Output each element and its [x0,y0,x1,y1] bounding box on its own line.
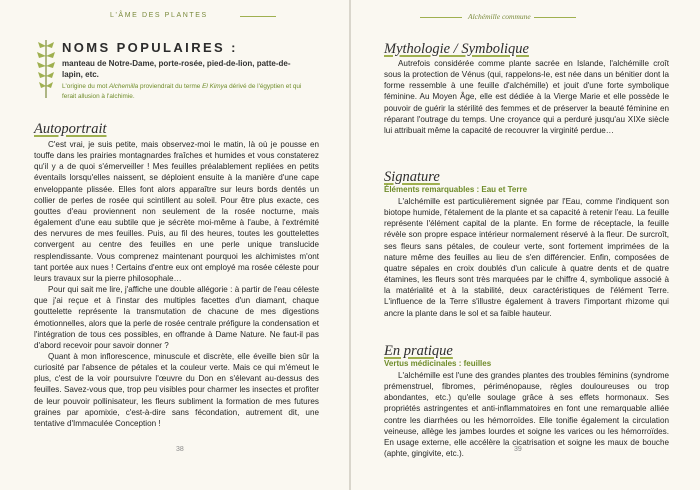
pratique-title: En pratique [384,343,453,359]
popular-names-list: manteau de Notre-Dame, porte-rosée, pied-de-lion, patte-de-lapin, etc. [62,59,291,79]
paragraph: C'est vrai, je suis petite, mais observez-moi le matin, là où je pousse en touffe dans les prairies montagnardes fraîches et humides et vous constaterez qu'il y a de quoi s'émerveiller ! Mes feuilles préalablement repliées en petits éventails lorsqu'elles naissent, se déploient ensuite à la manière d'une cape enveloppante plissée. Elles font alors apparaître sur leurs bords dentés un collier de perles de rosée qui scintillent au soleil. Pour être plus exacte, ces gouttes d'eau proviennent non seulement de la rosée nocturne, mais également d'une eau subtile que je sécrète moi-même à l'aube, à l'extrémité des nervures de mes feuilles. Puis, au fil des heures, toutes les gouttelettes convergent au centre des feuilles en une perle unique translucide resplendissante. Vous comprenez maintenant pourquoi les alchimistes m'ont tant portée aux nues ! Certains d'entre eux ont employé ma rosée céleste pour leurs travaux sur la pierre philosophale… [34,140,319,283]
page-number-left: 38 [176,446,184,453]
name-origin-note: L'origine du mot Alchemilla proviendrait du terme El Kimya dérivé de l'égyptien et qui ferait allusion à l'alchimie. [62,83,302,100]
running-head-rule [534,17,576,18]
mythologie-title: Mythologie / Symbolique [384,41,529,57]
mythologie-text [384,58,669,136]
paragraph: Quant à mon inflorescence, minuscule et discrète, elle éveille bien sûr la curiosité par l'absence de pétales et la couleur verte. Mais ce qui m'émeut le plus, c'est de la voir poursuivre l'œuvre du Don en s'élevant au-dessus des feuilles. Savez-vous que, trop peu visibles pour charmer les insectes et profiter de leur pouvoir pollinisateur, les fleurs subliment la formation de mes futures graines par apomixie, c'est-à-dire sans fécondation, autrement dit, une tentative d'Immaculée Conception ! [34,351,319,428]
running-head-rule [240,16,276,17]
leaf-sprig-icon [34,36,58,100]
running-head-right: Alchémille commune [468,12,531,21]
paragraph: Pour qui sait me lire, j'affiche une double allégorie : à partir de l'eau céleste que j'ai reçue et à l'instar des multiples facettes d'un diamant, chaque gouttelette représente la transmutation de chacune de mes digestions émotionnelles, alors que la perle de rosée centrale préfigure la condensation et l'intégration de tous ces possibles, en offrande à Dame Nature. Ne faut-il pas d'abord recevoir pour savoir donner ? [34,285,319,350]
paragraph: L'alchémille est particulièrement signée par l'Eau, comme l'indiquent son biotope humide, l'étalement de la plante et sa capacité à retenir l'eau. La feuille représente l'élément capital de la plante. En forme de réceptacle, la feuille révèle son propre espace intérieur normalement réservé à la fleur. De surcroît, ses fleurs sans pétales, de couleur verte, sont fortement imprimées de la nature même des feuilles au lieu de s'en différencier. Enfin, composées de quatre sépales en croix doublés d'un calicule à quatre dents et de quatre étamines, les fleurs sont très marquées par le chiffre 4, symbolique associé à la matérialité et à la stabilité, deux caractéristiques de l'élément Terre. L'influence de la Terre s'illustre également à travers l'important rhizome qui ancre la plante dans le sol et sa faible hauteur. [384,197,669,318]
paragraph: L'alchémille est l'une des grandes plantes des troubles féminins (syndrome prémenstruel, fibromes, périménopause, règles douloureuses ou trop abondantes, etc.) qu'elle soulage grâce à ses effets hormonaux. Ses propriétés astringentes et anti-inflammatoires en font une remarquable alliée contre les diarrhées ou les hémorroïdes. Elle tonifie également la circulation veineuse, allège les jambes lourdes et soigne les varices ou les hémorroïdes. En usage externe, elle accélère la cicatrisation et soigne les maux de bouche (aphte, gingivite, etc.). [384,371,669,459]
signature-title: Signature [384,169,440,185]
popular-names-title: NOMS POPULAIRES : [62,40,238,55]
pratique-text [384,370,669,459]
running-head-rule [420,17,462,18]
autoportrait-title: Autoportrait [34,121,107,137]
signature-subtitle: Éléments remarquables : Eau et Terre [384,185,528,194]
autoportrait-text [34,139,319,429]
signature-text [384,196,669,319]
running-head-left: L'ÂME DES PLANTES [110,12,208,19]
page-number-right: 39 [514,446,522,453]
paragraph: Autrefois considérée comme plante sacrée en Islande, l'alchémille croît sous la protection de Vénus (qui, rappelons-le, est née dans un bénitier dont la forme ressemble à une feuille d'alchémille) et jouit d'une forte symbolique féminine. Au Moyen Âge, elle est dédiée à la Vierge Marie et elle possède le pouvoir de guérir la stérilité des femmes et de préserver la beauté féminine en réparant l'outrage du temps. Une croyance qui a perduré jusqu'au XIXe siècle lui attribuait même la capacité de recouvrer la virginité perdue… [384,59,669,135]
pratique-subtitle: Vertus médicinales : feuilles [384,359,492,368]
